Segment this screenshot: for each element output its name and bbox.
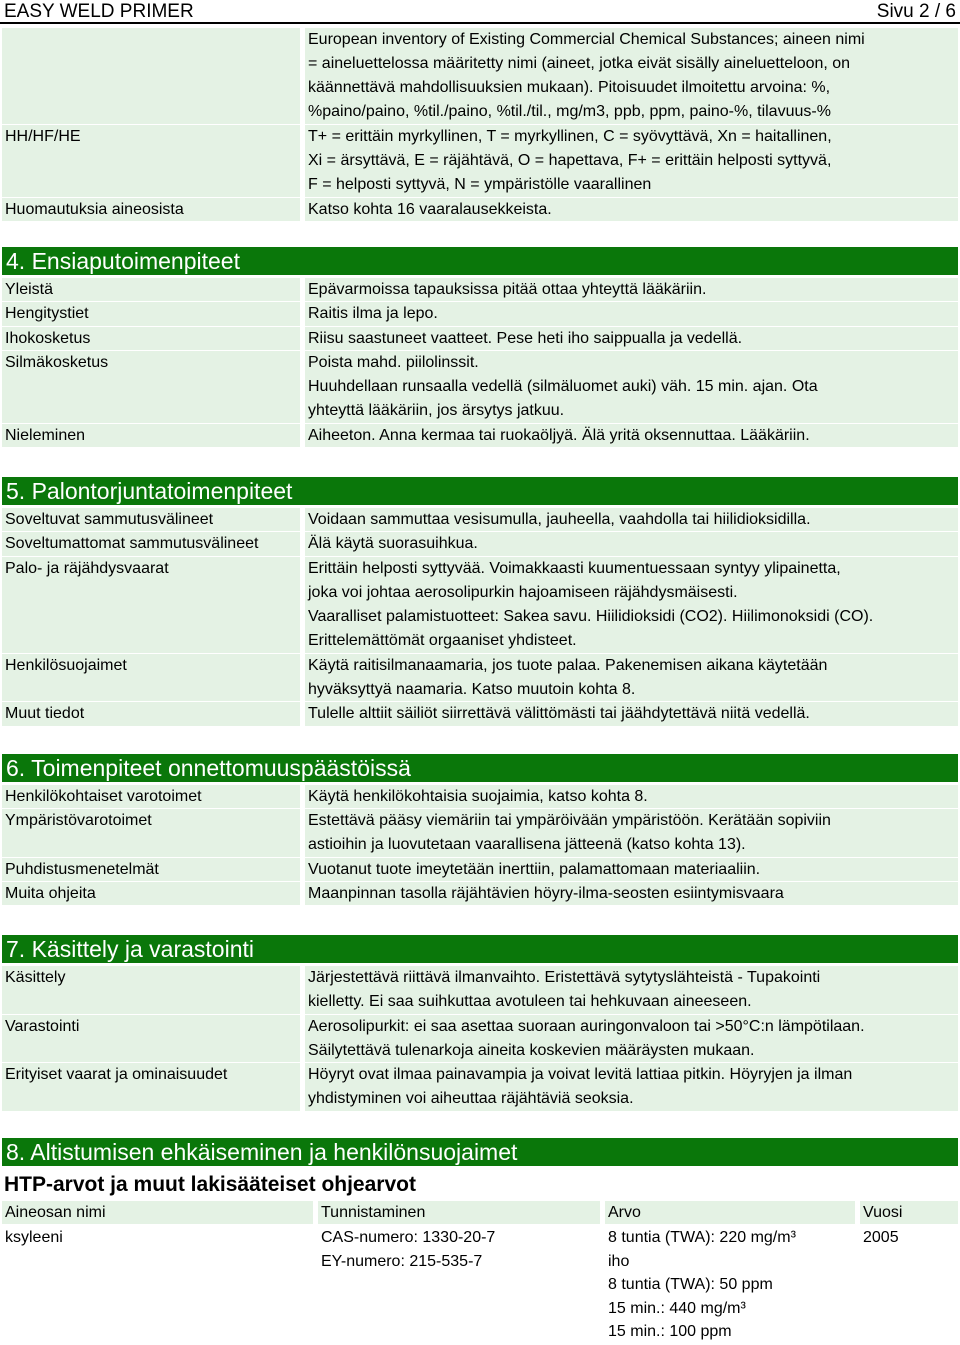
section-heading: 5. Palontorjuntatoimenpiteet	[2, 477, 958, 505]
table-cell: 15 min.: 100 ppm	[608, 1323, 732, 1340]
field-label-text: HH/HF/HE	[5, 128, 81, 146]
field-label-text: Erityiset vaarat ja ominaisuudet	[5, 1066, 228, 1084]
table-header-cell: Arvo	[605, 1201, 855, 1224]
field-value-line: käännettävä mahdollisuuksien mukaan). Pitoisuudet ilmoitettu arvoina: %,	[308, 79, 831, 96]
field-value	[305, 351, 958, 423]
field-value	[305, 508, 958, 531]
field-label	[2, 1063, 300, 1111]
field-label-text: Huomautuksia aineosista	[5, 201, 184, 219]
field-value-line: %paino/paino, %til./paino, %til./til., mg/m3, ppb, ppm, paino-%, tilavuus-%	[308, 103, 831, 120]
field-value	[305, 785, 958, 808]
field-value-line: Erittelemättömät orgaaniset yhdisteet.	[308, 631, 577, 649]
document-title: EASY WELD PRIMER	[4, 1, 194, 22]
field-label	[2, 302, 300, 325]
section-heading: 8. Altistumisen ehkäiseminen ja henkilönsuojaimet	[2, 1138, 958, 1166]
field-row	[2, 125, 958, 197]
field-label-text: Varastointi	[5, 1017, 80, 1035]
table-cell: 8 tuntia (TWA): 220 mg/m³	[608, 1229, 796, 1246]
field-value	[305, 1015, 958, 1063]
field-label	[2, 532, 300, 555]
field-value-line: Katso kohta 16 vaaralausekkeista.	[308, 201, 552, 219]
field-label-text: Käsittely	[5, 969, 66, 986]
field-value	[305, 1063, 958, 1111]
field-value-line: F = helposti syttyvä, N = ympäristölle vaarallinen	[308, 176, 652, 194]
field-row	[2, 278, 958, 301]
field-value	[305, 654, 958, 702]
field-label-text: Puhdistusmenetelmät	[5, 860, 159, 878]
field-row	[2, 966, 958, 1014]
field-label	[2, 557, 300, 653]
table-header-cell: Aineosan nimi	[2, 1201, 313, 1224]
table-cell: CAS-numero: 1330-20-7	[321, 1229, 496, 1246]
section-heading: 4. Ensiaputoimenpiteet	[2, 247, 958, 275]
field-value-line: Poista mahd. piilolinssit.	[308, 353, 479, 371]
field-value	[305, 858, 958, 881]
field-value-line: Säilytettävä tulenarkoja aineita koskevien määräysten mukaan.	[308, 1041, 755, 1059]
header-divider	[0, 22, 960, 24]
field-label	[2, 858, 300, 881]
field-row	[2, 327, 958, 350]
field-label	[2, 508, 300, 531]
field-value-line: Xi = ärsyttävä, E = räjähtävä, O = hapettava, F+ = erittäin helposti syttyvä,	[308, 152, 832, 170]
field-value-line: Järjestettävä riittävä ilmanvaihto. Eristettävä sytytyslähteistä - Tupakointi	[308, 969, 821, 986]
field-value-line: Raitis ilma ja lepo.	[308, 305, 438, 323]
field-value-line: Vuotanut tuote imeytetään inerttiin, palamattomaan materiaaliin.	[308, 860, 761, 878]
field-row	[2, 198, 958, 221]
field-label	[2, 654, 300, 702]
field-label-text: Nieleminen	[5, 426, 86, 444]
field-label-text: Soveltumattomat sammutusvälineet	[5, 535, 259, 553]
field-value-line: Älä käytä suorasuihkua.	[308, 535, 478, 553]
field-value	[305, 966, 958, 1014]
field-value-line: European inventory of Existing Commercial Chemical Substances; aineen nimi	[308, 31, 865, 48]
field-value	[305, 327, 958, 350]
field-row	[2, 424, 958, 447]
table-cell: 2005	[863, 1229, 899, 1246]
field-value-line: Huuhdellaan runsaalla vedellä (silmäluomet auki) väh. 15 min. ajan. Ota	[308, 377, 818, 395]
page-header	[0, 0, 960, 24]
field-value-line: yhdistyminen voi aiheuttaa räjähtäviä seoksia.	[308, 1090, 634, 1108]
table-header-cell: Tunnistaminen	[318, 1201, 600, 1224]
field-label	[2, 966, 300, 1014]
field-value	[305, 198, 958, 221]
field-value-line: Voidaan sammuttaa vesisumulla, jauheella, vaahdolla tai hiilidioksidilla.	[308, 511, 811, 528]
field-label-text: Muita ohjeita	[5, 885, 96, 903]
field-label	[2, 424, 300, 447]
table-cell: ksyleeni	[5, 1229, 63, 1246]
field-value	[305, 532, 958, 555]
table-cell: 15 min.: 440 mg/m³	[608, 1299, 746, 1317]
field-value-line: Riisu saastuneet vaatteet. Pese heti iho saippualla ja vedellä.	[308, 329, 743, 347]
field-label-text: Silmäkosketus	[5, 353, 109, 371]
field-label	[2, 327, 300, 350]
field-label	[2, 198, 300, 221]
field-value-line: astioihin ja luovutetaan vaarallisena jätteenä (katso kohta 13).	[308, 836, 746, 854]
field-value-line: Maanpinnan tasolla räjähtävien höyry-ilma-seosten esiintymisvaara	[308, 885, 784, 903]
field-label-text: Henkilösuojaimet	[5, 656, 127, 674]
field-value-line: Erittäin helposti syttyvää. Voimakkaasti kuumentuessaan syntyy ylipainetta,	[308, 559, 841, 577]
section-heading: 7. Käsittely ja varastointi	[2, 935, 958, 963]
field-value	[305, 125, 958, 197]
field-row	[2, 508, 958, 531]
field-value-line: kielletty. Ei saa suihkuttaa avotuleen tai hehkuvaan aineeseen.	[308, 993, 752, 1010]
field-label	[2, 785, 300, 808]
field-value	[305, 278, 958, 301]
field-row	[2, 1063, 958, 1111]
section-subtitle: HTP-arvot ja muut lakisääteiset ohjearvot	[4, 1173, 416, 1196]
field-value	[305, 809, 958, 857]
field-row	[2, 302, 958, 325]
field-label-text: Henkilökohtaiset varotoimet	[5, 788, 202, 805]
field-row	[2, 557, 958, 653]
field-label	[2, 702, 300, 725]
field-value-line: yhteyttä lääkäriin, jos ärsytys jatkuu.	[308, 401, 565, 419]
field-label-text: Ympäristövarotoimet	[5, 812, 152, 830]
field-row	[2, 882, 958, 905]
field-row	[2, 809, 958, 857]
field-value-line: Tulelle alttiit säiliöt siirrettävä välittömästi tai jäähdytettävä niitä vedellä.	[308, 705, 810, 723]
table-cell: iho	[608, 1252, 630, 1270]
field-row	[2, 351, 958, 423]
field-row	[2, 785, 958, 808]
field-label-text: Yleistä	[5, 281, 54, 298]
field-value-line: Aerosolipurkit: ei saa asettaa suoraan auringonvaloon tai >50°C:n lämpötilaan.	[308, 1017, 865, 1035]
field-label-text: Palo- ja räjähdysvaarat	[5, 559, 169, 577]
field-value	[305, 424, 958, 447]
field-value-line: Höyryt ovat ilmaa painavampia ja voivat levitä lattiaa pitkin. Höyryjen ja ilman	[308, 1066, 853, 1084]
field-row	[2, 858, 958, 881]
field-value	[305, 882, 958, 905]
field-label	[2, 882, 300, 905]
page-number: Sivu 2 / 6	[876, 1, 956, 22]
field-value-line: hyväksyttyä naamaria. Katso muutoin kohta 8.	[308, 680, 636, 698]
field-label-text: Hengitystiet	[5, 305, 89, 323]
field-value-line: Käytä raitisilmanaamaria, jos tuote palaa. Pakenemisen aikana käytetään	[308, 656, 828, 674]
field-value-line: Estettävä pääsy viemäriin tai ympäröivään ympäristöön. Kerätään sopiviin	[308, 812, 831, 830]
field-label	[2, 809, 300, 857]
field-value-line: = aineluettelossa määritetty nimi (aineet, jotka eivät sisälly aineluetteloon, on	[308, 55, 851, 72]
field-row	[2, 654, 958, 702]
field-row	[2, 702, 958, 725]
field-value-line: T+ = erittäin myrkyllinen, T = myrkyllinen, C = syövyttävä, Xn = haitallinen,	[308, 128, 832, 146]
table-header-cell: Vuosi	[860, 1201, 958, 1224]
field-label	[2, 1015, 300, 1063]
field-label-text: Muut tiedot	[5, 705, 85, 723]
field-row	[2, 532, 958, 555]
field-label-text: Soveltuvat sammutusvälineet	[5, 511, 214, 528]
section-heading: 6. Toimenpiteet onnettomuuspäästöissä	[2, 754, 958, 782]
field-row	[2, 28, 958, 124]
field-label-text: Ihokosketus	[5, 329, 91, 347]
field-value	[305, 28, 958, 124]
field-value	[305, 302, 958, 325]
field-value	[305, 702, 958, 725]
field-row	[2, 1015, 958, 1063]
table-cell: EY-numero: 215-535-7	[321, 1252, 483, 1270]
field-label	[2, 351, 300, 423]
field-value-line: Vaaralliset palamistuotteet: Sakea savu. Hiilidioksidi (CO2). Hiilimonoksidi (CO).	[308, 607, 874, 625]
field-label	[2, 125, 300, 197]
field-label	[2, 278, 300, 301]
table-cell: 8 tuntia (TWA): 50 ppm	[608, 1276, 773, 1293]
field-value-line: joka voi johtaa aerosolipurkin hajoamiseen räjähdysmäisesti.	[308, 583, 738, 601]
field-value-line: Aiheeton. Anna kermaa tai ruokaöljyä. Älä yritä oksennuttaa. Lääkäriin.	[308, 426, 810, 444]
field-label	[2, 28, 300, 124]
field-value-line: Käytä henkilökohtaisia suojaimia, katso kohta 8.	[308, 788, 648, 805]
field-value	[305, 557, 958, 653]
field-value-line: Epävarmoissa tapauksissa pitää ottaa yhteyttä lääkäriin.	[308, 281, 707, 298]
